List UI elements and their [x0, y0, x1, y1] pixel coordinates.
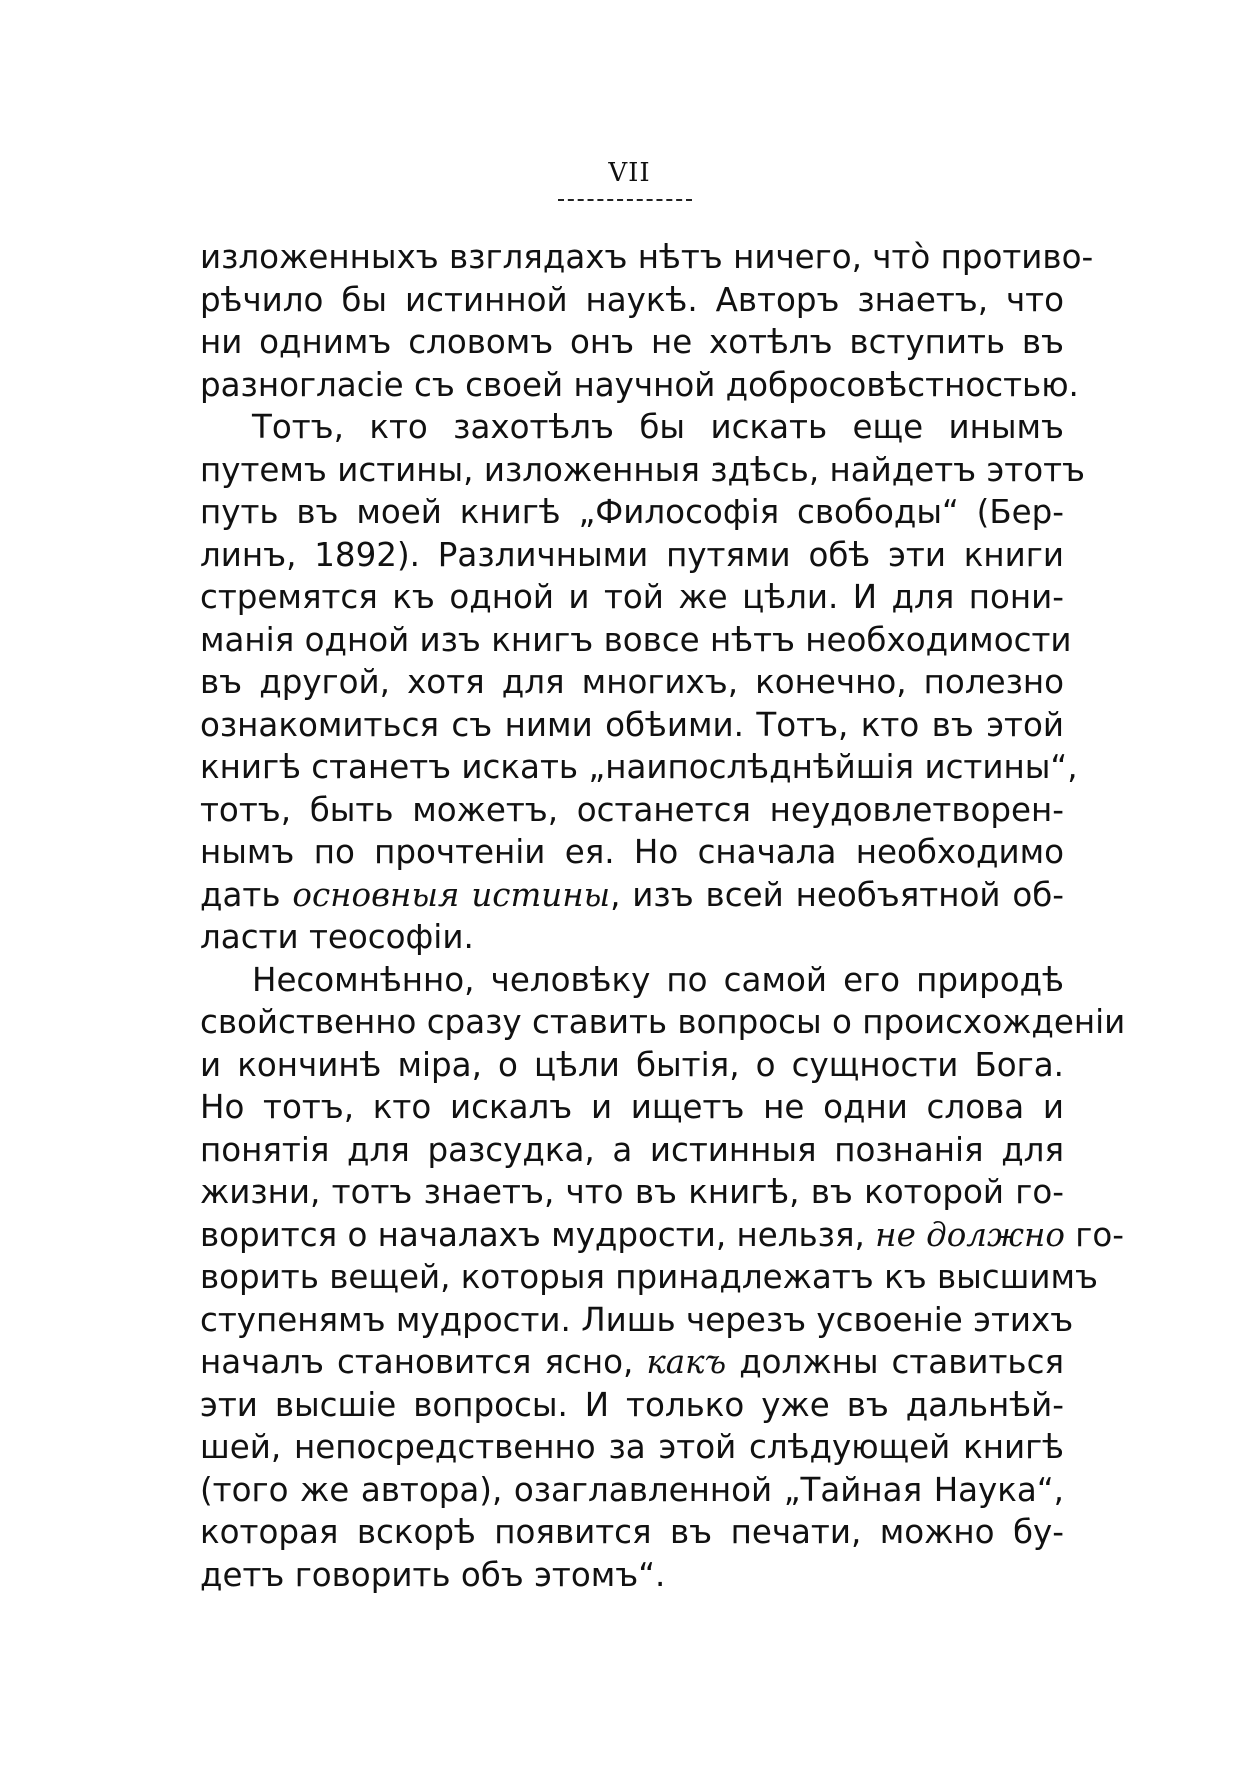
paragraph [200, 236, 1094, 406]
text-run: рѣчило бы истинной наукѣ. Авторъ знаетъ, что [200, 280, 1064, 319]
text-run: свойственно сразу ставить вопросы о происхожденіи [200, 1003, 1126, 1041]
text-run: тотъ, быть можетъ, останется неудовлетворен- [200, 790, 1064, 829]
text-line [200, 1214, 1124, 1257]
text-line [200, 831, 1064, 874]
paragraph [200, 959, 1126, 1597]
text-line [200, 1044, 1064, 1087]
text-run: манія одной изъ книгъ вовсе нѣтъ необходимости [200, 620, 1072, 659]
text-line [200, 874, 1064, 917]
text-run: шей, непосредственно за этой слѣдующей книгѣ [200, 1428, 1064, 1466]
text-run: дать [200, 875, 293, 914]
text-run: , изъ всей необъятной об- [610, 875, 1064, 914]
text-line [200, 236, 1094, 279]
text-line [200, 1341, 1064, 1384]
text-run: изложенныхъ взглядахъ нѣтъ ничего, что̀ противо- [200, 238, 1094, 276]
text-run: должны ставиться [726, 1343, 1064, 1381]
text-line [200, 1171, 1064, 1214]
text-run: путемъ истины, изложенныя здѣсь, найдетъ этотъ [200, 450, 1086, 489]
text-line [200, 449, 1086, 492]
text-line [200, 916, 1064, 959]
text-line [200, 576, 1064, 619]
text-run: которая вскорѣ появится въ печати, можно бу- [200, 1513, 1064, 1551]
text-run: Тотъ, кто захотѣлъ бы искать еще инымъ [252, 408, 1064, 446]
text-run: нымъ по прочтеніи ея. Но сначала необходимо [200, 833, 1064, 871]
italic-text: основныя истины [292, 875, 611, 914]
text-line [200, 959, 1064, 1002]
text-run: ворить вещей, которыя принадлежатъ къ высшимъ [200, 1258, 1099, 1296]
text-run: эти высшіе вопросы. И только уже въ дальнѣй- [200, 1385, 1064, 1424]
text-line [200, 364, 1079, 407]
text-run: ни однимъ словомъ онъ не хотѣлъ вступить въ [200, 323, 1064, 361]
text-line [200, 1511, 1064, 1554]
text-run: го- [1064, 1215, 1124, 1254]
text-line [200, 789, 1064, 832]
text-run: и кончинѣ міра, о цѣли бытія, о сущности Бога. [200, 1045, 1064, 1084]
text-line [200, 704, 1064, 747]
text-line [200, 1001, 1126, 1044]
text-line [200, 1086, 1064, 1129]
page-number: VII [608, 158, 651, 188]
text-run: въ другой, хотя для многихъ, конечно, полезно [200, 663, 1064, 701]
text-line [200, 746, 1078, 789]
text-line [200, 321, 1064, 364]
text-run: путь въ моей книгѣ „Философія свободы“ (Бер- [200, 493, 1064, 531]
text-run: стремятся къ одной и той же цѣли. И для пони- [200, 578, 1064, 616]
italic-text: не должно [875, 1215, 1065, 1254]
text-line [200, 661, 1064, 704]
page-number-rule [558, 199, 692, 201]
text-run: разногласіе съ своей научной добросовѣстностью. [200, 365, 1079, 404]
text-run: детъ говорить объ этомъ“. [200, 1555, 666, 1594]
text-line [200, 1469, 1064, 1512]
text-run: линъ, 1892). Различными путями обѣ эти книги [200, 535, 1064, 574]
text-line [200, 1299, 1074, 1342]
text-line [200, 406, 1064, 449]
text-line [200, 1129, 1064, 1172]
italic-text: какъ [646, 1343, 727, 1381]
text-run: ворится о началахъ мудрости, нельзя, [200, 1215, 876, 1254]
text-run: Несомнѣнно, человѣку по самой его природѣ [252, 960, 1064, 999]
text-run: Но тотъ, кто искалъ и ищетъ не одни слова и [200, 1088, 1064, 1126]
text-line [200, 1384, 1064, 1427]
text-run: понятія для разсудка, а истинныя познанія для [200, 1130, 1064, 1169]
text-line [200, 279, 1064, 322]
body-text [200, 236, 1126, 1596]
text-run: началъ становится ясно, [200, 1343, 647, 1381]
text-line [200, 1426, 1064, 1469]
text-line [200, 491, 1064, 534]
text-run: (того же автора), озаглавленной „Тайная Наука“, [200, 1470, 1064, 1509]
paragraph [200, 406, 1086, 959]
text-run: книгѣ станетъ искать „наипослѣднѣйшія истины“, [200, 748, 1078, 786]
text-line [200, 619, 1072, 662]
text-run: ступенямъ мудрости. Лишь черезъ усвоеніе этихъ [200, 1300, 1074, 1339]
text-line [200, 1554, 1064, 1597]
text-line [200, 534, 1064, 577]
text-run: ознакомиться съ ними обѣими. Тотъ, кто въ этой [200, 705, 1064, 744]
text-run: жизни, тотъ знаетъ, что въ книгѣ, въ которой го- [200, 1173, 1064, 1211]
text-run: ласти теософіи. [200, 918, 474, 956]
text-line [200, 1256, 1099, 1299]
